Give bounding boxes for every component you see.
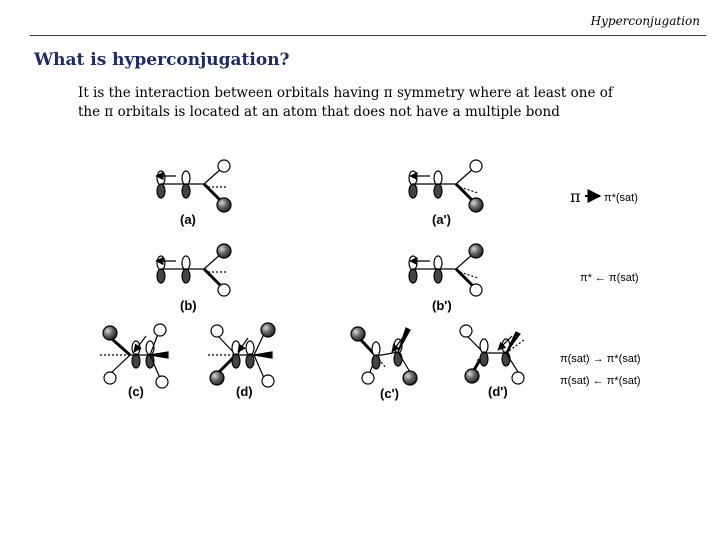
eq1-rest: π*(sat) [604,192,638,204]
label-a-prime: (a') [432,212,451,227]
label-b-prime: (b') [432,298,452,313]
label-c: (c) [128,384,144,399]
slide-header-title: Hyperconjugation [590,14,700,28]
equation-3: π(sat) → π*(sat) [560,353,641,365]
structure-d-prime [460,325,524,384]
structure-c-prime [351,327,417,385]
equation-4: π(sat) ← π*(sat) [560,375,641,387]
equation-1 [570,187,638,206]
structure-a-prime [409,160,483,212]
label-c-prime: (c') [380,386,399,401]
label-d: (d) [236,384,253,399]
slide-heading: What is hyperconjugation? [34,50,290,70]
structure-d [208,323,275,387]
definition-line-2: the π orbitals is located at an atom that does not have a multiple bond [78,104,560,120]
structure-c [100,324,168,388]
structure-a [156,160,231,212]
label-a: (a) [180,212,196,227]
equation-2: π* ← π(sat) [580,272,639,284]
definition-line-1: It is the interaction between orbitals having π symmetry where at least one of [78,85,613,101]
eq1-pi: π [570,187,581,206]
label-d-prime: (d') [488,384,508,399]
structure-b-prime [409,244,483,296]
label-b: (b) [180,298,197,313]
structure-b [156,244,231,296]
